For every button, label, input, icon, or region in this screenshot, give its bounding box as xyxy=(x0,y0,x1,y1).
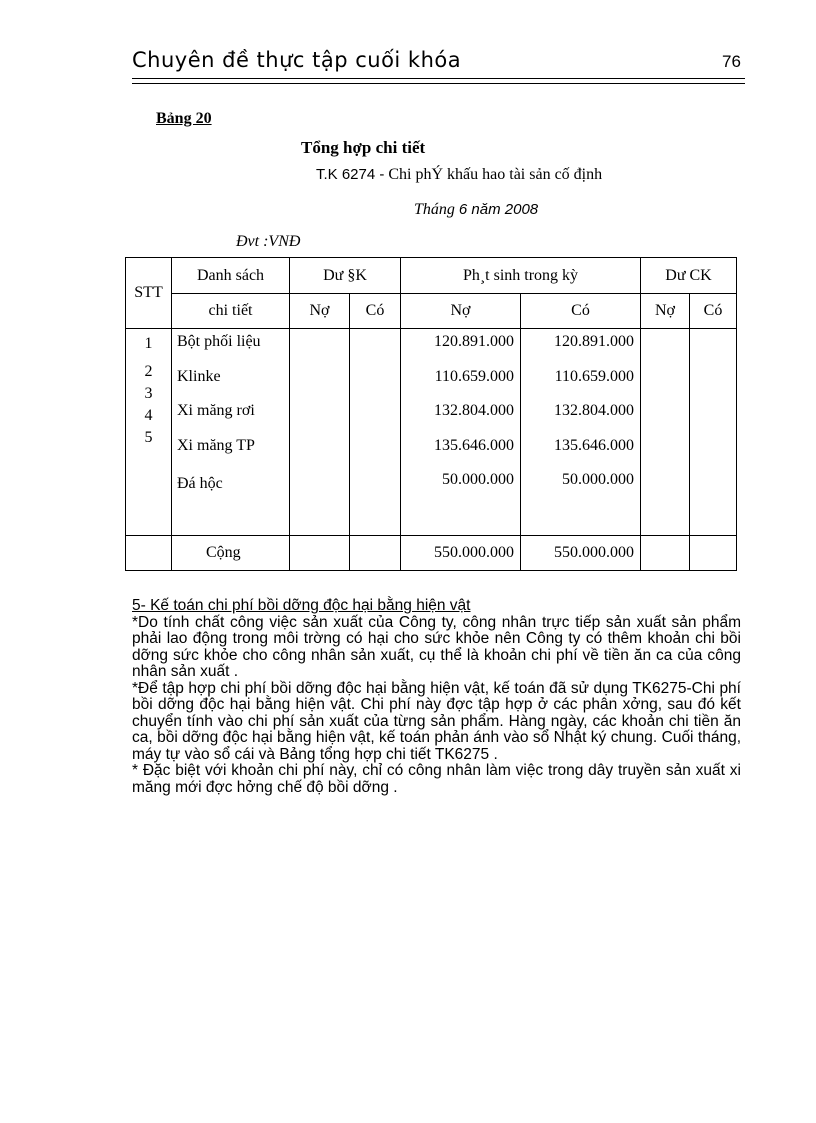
total-opening-credit xyxy=(350,536,401,571)
header-list-top: Danh sách xyxy=(172,258,290,294)
total-debit: 550.000.000 xyxy=(401,536,521,571)
movement-debit-cell xyxy=(401,329,521,536)
credit-value: 120.891.000 xyxy=(554,333,634,350)
table-title: Tổng hợp chi tiết xyxy=(301,138,426,157)
debit-value: 135.646.000 xyxy=(434,436,514,454)
stt-item: 1 xyxy=(144,335,153,352)
stt-item: 5 xyxy=(144,429,153,446)
header-list-bottom: chi tiết xyxy=(172,294,290,329)
item-name: Klinke xyxy=(177,367,221,385)
account-code: T.K 6274 - xyxy=(316,166,385,183)
total-opening-debit xyxy=(290,536,350,571)
debit-value: 132.804.000 xyxy=(434,402,514,419)
item-name: Đá hộc xyxy=(177,475,223,492)
section-heading: 5- Kế toán chi phí bồi dỡng độc hại bằng hiện vật xyxy=(132,597,471,614)
stt-item: 2 xyxy=(144,363,153,380)
header-closing-debit: Nợ xyxy=(641,294,690,329)
closing-debit-cell xyxy=(641,329,690,536)
item-name: Xi măng TP xyxy=(177,436,255,454)
movement-credit-cell xyxy=(521,329,641,536)
stt-cell xyxy=(126,329,172,536)
header-opening-credit: Có xyxy=(350,294,401,329)
stt-item: 4 xyxy=(144,407,153,424)
credit-value: 50.000.000 xyxy=(562,471,634,488)
header-closing-balance: Dư CK xyxy=(641,258,737,294)
stt-item: 3 xyxy=(144,385,153,402)
opening-debit-cell xyxy=(290,329,350,536)
debit-value: 50.000.000 xyxy=(442,471,514,488)
currency-unit: Đvt :VNĐ xyxy=(236,233,301,250)
period-month-label: Tháng xyxy=(414,201,455,218)
name-cell xyxy=(172,329,290,536)
period-rest: 6 năm 2008 xyxy=(458,201,539,218)
credit-value: 110.659.000 xyxy=(554,367,634,385)
section-paragraph: *Để tập hợp chi phí bồi dỡng độc hại bằng hiện vật, kế toán đã sử dụng TK6275-Chi phí bồi dỡng độc hại bằng hiện vật. Chi phí này đợc tập hợp ở các phân xởng, sau đó kết chuyển tính vào chi phí sản xuất của từng sản phẩm. Hàng ngày, các khoản chi tiền ăn ca, bồi dỡng độc hại bằng hiện vật, kế toán phản ánh vào sổ Nhật ký chung. Cuối tháng, máy tự vào sổ cái và Bảng tổng hợp chi tiết TK6275 . xyxy=(132,679,741,763)
opening-credit-cell xyxy=(350,329,401,536)
section-paragraph: * Đặc biệt với khoản chi phí này, chỉ có công nhân làm việc trong dây truyền sản xuất xi măng mới đợc hởng chế độ bồi dỡng . xyxy=(132,762,741,796)
detail-table xyxy=(125,257,737,571)
total-label: Cộng xyxy=(172,536,290,571)
section-text xyxy=(132,598,741,796)
section-paragraph: *Do tính chất công việc sản xuất của Công ty, công nhân trực tiếp sản xuất sản phẩm phải lao động trong môi trờng có hại cho sức khỏe nên Công ty có thêm khoản chi bồi dỡng sức khỏe cho công nhân sản xuất, cụ thể là khoản chi phí về tiền ăn ca của công nhân sản xuất . xyxy=(132,613,741,680)
header-movement-credit: Có xyxy=(521,294,641,329)
total-stt-cell xyxy=(126,536,172,571)
document-header-title: Chuyên đề thực tập cuối khóa xyxy=(132,48,462,72)
item-name: Bột phối liệu xyxy=(177,333,261,350)
page-number: 76 xyxy=(722,52,741,71)
header-stt: STT xyxy=(126,258,172,329)
account-line xyxy=(316,166,602,184)
table-label: Bảng 20 xyxy=(156,110,212,127)
total-closing-credit xyxy=(690,536,737,571)
total-closing-debit xyxy=(641,536,690,571)
credit-value: 135.646.000 xyxy=(554,436,634,454)
header-rule-thin xyxy=(132,83,745,84)
header-movement-debit: Nợ xyxy=(401,294,521,329)
debit-value: 110.659.000 xyxy=(434,367,514,385)
item-name: Xi măng rơi xyxy=(177,402,255,419)
header-period-movement: Ph¸t sinh trong kỳ xyxy=(401,258,641,294)
table-header-row xyxy=(126,258,737,294)
table-total-row xyxy=(126,536,737,571)
table-body-row xyxy=(126,329,737,536)
header-closing-credit: Có xyxy=(690,294,737,329)
table-subheader-row xyxy=(126,294,737,329)
closing-credit-cell xyxy=(690,329,737,536)
header-opening-balance: Dư §K xyxy=(290,258,401,294)
header-rule-thick xyxy=(132,78,745,79)
account-name: Chi phÝ khấu hao tài sản cố định xyxy=(388,166,603,183)
total-credit: 550.000.000 xyxy=(521,536,641,571)
period-line xyxy=(414,201,538,219)
credit-value: 132.804.000 xyxy=(554,402,634,419)
debit-value: 120.891.000 xyxy=(434,333,514,350)
header-opening-debit: Nợ xyxy=(290,294,350,329)
